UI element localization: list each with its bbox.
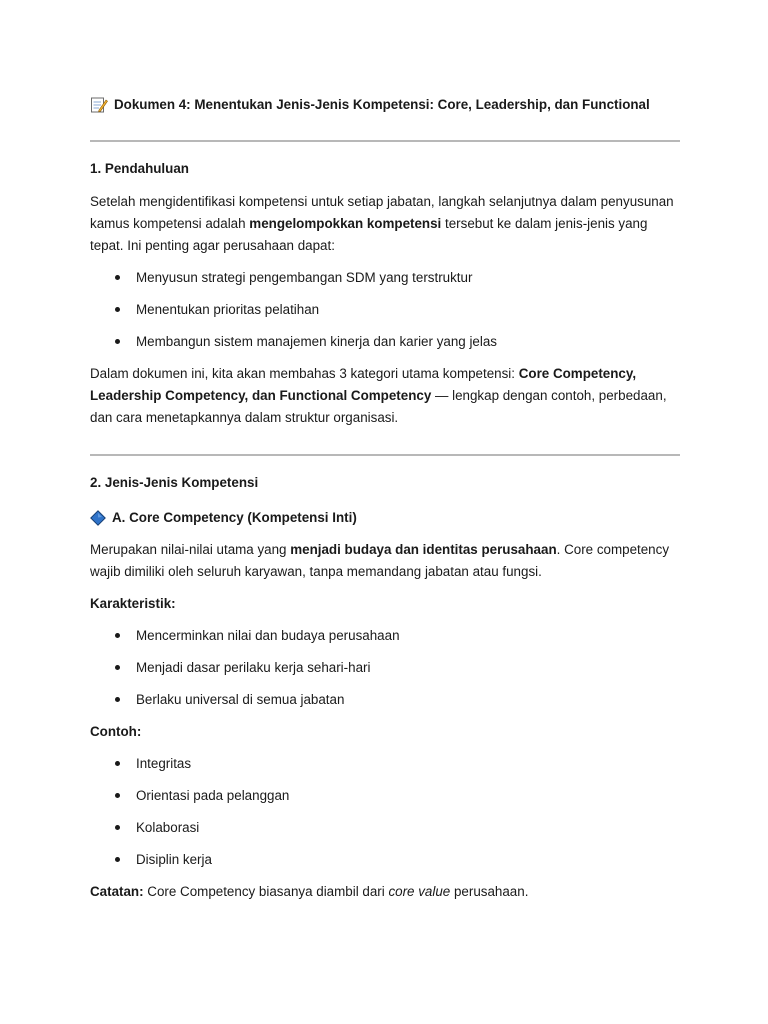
list-item: Berlaku universal di semua jabatan xyxy=(90,689,680,721)
subheading-text: A. Core Competency (Kompetensi Inti) xyxy=(112,510,357,525)
paragraph-scope xyxy=(90,363,680,429)
label-karakteristik: Karakteristik: xyxy=(90,596,176,611)
document-title-text: Dokumen 4: Menentukan Jenis-Jenis Kompetensi: Core, Leadership, dan Functional xyxy=(114,97,650,112)
section-heading-pendahuluan: 1. Pendahuluan xyxy=(90,161,189,176)
blue-diamond-icon xyxy=(90,510,106,526)
label-contoh: Contoh: xyxy=(90,724,142,739)
section-heading-jenis: 2. Jenis-Jenis Kompetensi xyxy=(90,475,259,490)
text-run: — lengkap dengan contoh, perbedaan, dan cara menetapkannya dalam struktur organisasi. xyxy=(90,388,667,425)
list-item: Menjadi dasar perilaku kerja sehari-hari xyxy=(90,657,680,689)
bold-text: Core Competency, Leadership Competency, dan Functional Competency xyxy=(90,366,637,403)
list-item: Integritas xyxy=(90,753,680,785)
text-run: Setelah mengidentifikasi kompetensi untuk setiap jabatan, langkah selanjutnya dalam penyusunan kamus kompetensi adalah xyxy=(90,194,674,231)
text-run: perusahaan. xyxy=(450,884,529,899)
list-item: Menentukan prioritas pelatihan xyxy=(90,299,680,331)
subheading-core-competency xyxy=(90,507,680,529)
italic-text: core value xyxy=(388,884,451,899)
text-run: . Core competency wajib dimiliki oleh seluruh karyawan, tanpa memandang jabatan atau fungsi. xyxy=(90,542,670,579)
document-title xyxy=(90,92,680,118)
paragraph-note xyxy=(90,881,680,903)
memo-icon xyxy=(90,96,108,114)
text-run: Core Competency biasanya diambil dari xyxy=(143,884,389,899)
bold-text: mengelompokkan kompetensi xyxy=(249,216,442,231)
note-label: Catatan: xyxy=(90,884,144,899)
bold-text: menjadi budaya dan identitas perusahaan xyxy=(290,542,557,557)
paragraph-core-definition xyxy=(90,539,680,583)
paragraph-intro xyxy=(90,191,680,257)
bullet-list-goals xyxy=(90,267,680,363)
document-content xyxy=(90,92,680,903)
list-item: Menyusun strategi pengembangan SDM yang terstruktur xyxy=(90,267,680,299)
list-item: Orientasi pada pelanggan xyxy=(90,785,680,817)
text-run: tersebut ke dalam jenis-jenis yang tepat. Ini penting agar perusahaan dapat: xyxy=(90,216,648,253)
list-item: Disiplin kerja xyxy=(90,849,680,881)
bullet-list-characteristics xyxy=(90,625,680,721)
bullet-list-examples xyxy=(90,753,680,881)
list-item: Kolaborasi xyxy=(90,817,680,849)
text-run: Dalam dokumen ini, kita akan membahas 3 kategori utama kompetensi: xyxy=(90,366,519,381)
list-item: Mencerminkan nilai dan budaya perusahaan xyxy=(90,625,680,657)
list-item: Membangun sistem manajemen kinerja dan karier yang jelas xyxy=(90,331,680,363)
text-run: Merupakan nilai-nilai utama yang xyxy=(90,542,291,557)
